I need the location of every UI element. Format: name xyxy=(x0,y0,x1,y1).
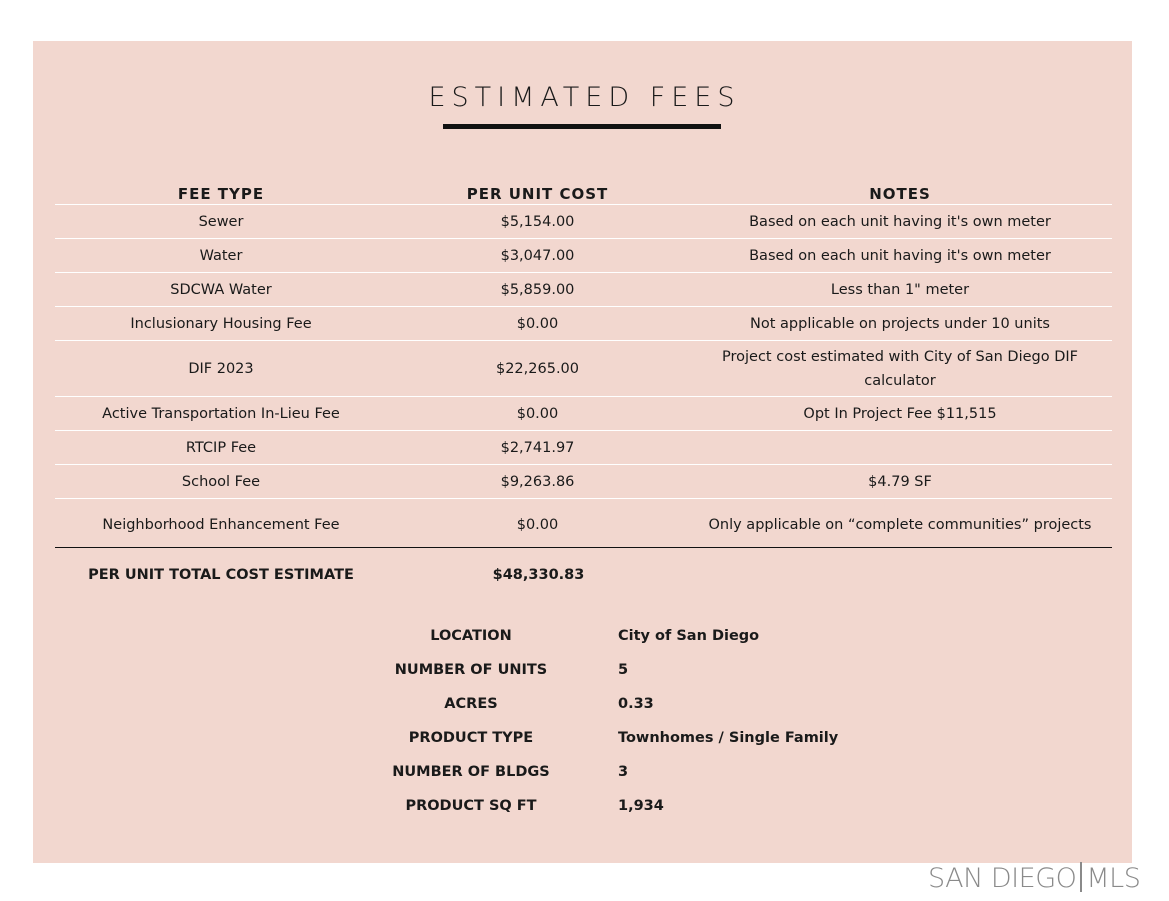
fee-note: $4.79 SF xyxy=(688,465,1112,499)
fee-cost: $0.00 xyxy=(387,397,688,431)
info-value: 0.33 xyxy=(618,696,654,712)
header-fee-type: FEE TYPE xyxy=(177,185,265,203)
table-row xyxy=(55,205,1112,239)
fee-type: RTCIP Fee xyxy=(55,431,387,465)
table-row xyxy=(55,341,1112,397)
fee-cost: $5,859.00 xyxy=(387,273,688,307)
fee-note xyxy=(688,431,1112,465)
info-value: 5 xyxy=(618,662,629,678)
info-value: 3 xyxy=(618,764,629,780)
logo-right-text: MLS xyxy=(1086,863,1141,894)
info-label: PRODUCT TYPE xyxy=(408,730,534,746)
fee-type: DIF 2023 xyxy=(55,341,387,397)
fee-type: Neighborhood Enhancement Fee xyxy=(55,499,387,552)
page-title: ESTIMATED FEES xyxy=(428,82,741,113)
table-row xyxy=(55,273,1112,307)
info-row xyxy=(380,721,838,755)
fee-cost: $0.00 xyxy=(387,307,688,341)
info-label: NUMBER OF BLDGS xyxy=(392,764,550,780)
info-row xyxy=(380,687,838,721)
total-value: $48,330.83 xyxy=(492,567,585,583)
info-value: City of San Diego xyxy=(618,628,760,644)
info-row xyxy=(380,619,838,653)
fee-cost: $5,154.00 xyxy=(387,205,688,239)
fee-note: Only applicable on “complete communities” projects xyxy=(688,499,1112,552)
fee-cost: $3,047.00 xyxy=(387,239,688,273)
fees-table xyxy=(55,178,1112,551)
fee-cost: $2,741.97 xyxy=(387,431,688,465)
info-label: LOCATION xyxy=(430,628,512,644)
fee-note: Less than 1" meter xyxy=(688,273,1112,307)
logo-divider xyxy=(1080,862,1082,892)
fee-note: Based on each unit having it's own meter xyxy=(688,239,1112,273)
info-label: NUMBER OF UNITS xyxy=(394,662,548,678)
header-notes: NOTES xyxy=(869,185,931,203)
project-info-table xyxy=(380,619,838,823)
info-value: Townhomes / Single Family xyxy=(618,730,839,746)
fee-type: Sewer xyxy=(55,205,387,239)
fee-note: Project cost estimated with City of San Diego DIF calculator xyxy=(688,341,1112,397)
fee-cost: $0.00 xyxy=(387,499,688,552)
fee-type: Active Transportation In-Lieu Fee xyxy=(55,397,387,431)
table-row xyxy=(55,465,1112,499)
fee-note: Based on each unit having it's own meter xyxy=(688,205,1112,239)
table-row xyxy=(55,307,1112,341)
info-row xyxy=(380,653,838,687)
info-label: ACRES xyxy=(444,696,498,712)
fee-type: SDCWA Water xyxy=(55,273,387,307)
fee-type: Water xyxy=(55,239,387,273)
table-row xyxy=(55,431,1112,465)
fee-note: Not applicable on projects under 10 units xyxy=(688,307,1112,341)
table-row xyxy=(55,397,1112,431)
table-header-row xyxy=(55,178,1112,205)
fee-note: Opt In Project Fee $11,515 xyxy=(688,397,1112,431)
fee-type: Inclusionary Housing Fee xyxy=(55,307,387,341)
san-diego-mls-logo xyxy=(928,862,1140,894)
fee-cost: $9,263.86 xyxy=(387,465,688,499)
info-label: PRODUCT SQ FT xyxy=(405,798,537,814)
table-row xyxy=(55,239,1112,273)
logo-left-text: SAN DIEGO xyxy=(928,863,1077,894)
total-divider xyxy=(55,547,1112,548)
fee-type: School Fee xyxy=(55,465,387,499)
table-row xyxy=(55,499,1112,552)
info-row xyxy=(380,755,838,789)
total-label: PER UNIT TOTAL COST ESTIMATE xyxy=(88,567,354,583)
header-per-unit-cost: PER UNIT COST xyxy=(466,185,609,203)
title-underline xyxy=(443,124,721,129)
fee-cost: $22,265.00 xyxy=(387,341,688,397)
info-row xyxy=(380,789,838,823)
info-value: 1,934 xyxy=(618,798,664,814)
